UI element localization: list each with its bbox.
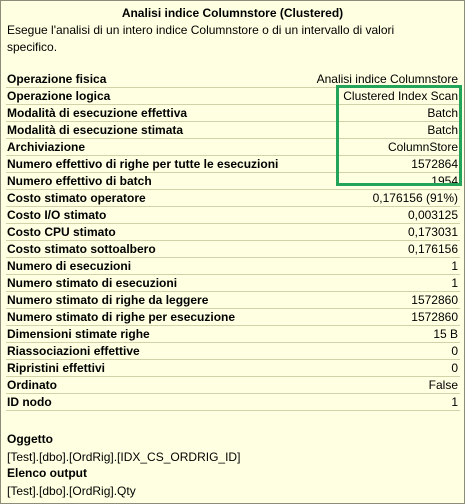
property-row-estimated-rows-to-read: [6, 292, 460, 309]
output-heading: Elenco output: [7, 466, 87, 480]
property-row-actual-rewinds: [6, 360, 460, 377]
property-label: Ripristini effettivi: [7, 361, 106, 375]
property-value: 1572864: [411, 157, 458, 171]
property-row-actual-rows: [6, 156, 460, 173]
property-value: 15 B: [433, 327, 458, 341]
property-label: Modalità di esecuzione effettiva: [7, 106, 188, 120]
output-section: [7, 466, 136, 498]
property-row-ordered: [6, 377, 460, 394]
property-label: Modalità di esecuzione stimata: [7, 123, 184, 137]
property-value: 0,173031: [407, 225, 458, 239]
property-row-estimated-cpu-cost: [6, 224, 460, 241]
property-label: Operazione fisica: [7, 72, 107, 86]
object-section: [7, 432, 240, 464]
property-value: 1572860: [411, 310, 458, 324]
property-value: 0,176156 (91%): [372, 191, 458, 205]
property-value: Batch: [427, 123, 458, 137]
property-value: Clustered Index Scan: [343, 89, 458, 103]
property-value: 0: [451, 344, 458, 358]
tooltip-title: Analisi indice Columnstore (Clustered): [121, 6, 344, 20]
property-value: ColumnStore: [387, 140, 458, 154]
property-label: Numero effettivo di batch: [7, 174, 152, 188]
property-label: Numero stimato di righe per esecuzione: [7, 310, 236, 324]
property-row-estimated-io-cost: [6, 207, 460, 224]
property-label: Costo stimato sottoalbero: [7, 242, 156, 256]
property-value: 0,003125: [407, 208, 458, 222]
property-value: Analisi indice Columnstore: [316, 72, 458, 86]
property-value: Batch: [427, 106, 458, 120]
property-label: Numero di esecuzioni: [7, 259, 132, 273]
property-label: Costo stimato operatore: [7, 191, 146, 205]
property-value: False: [428, 378, 458, 392]
output-value: [Test].[dbo].[OrdRig].Qty: [7, 484, 136, 498]
property-label: Operazione logica: [7, 89, 111, 103]
property-row-node-id: [6, 394, 460, 411]
property-label: Costo I/O stimato: [7, 208, 107, 222]
property-row-estimated-subtree-cost: [6, 241, 460, 258]
tooltip-description: Esegue l'analisi di un intero indice Columnstore o di un intervallo di valori specifico.: [7, 23, 395, 54]
property-label: ID nodo: [7, 395, 52, 409]
property-label: Numero stimato di esecuzioni: [7, 276, 178, 290]
property-value: 1572860: [411, 293, 458, 307]
property-value: 1954: [431, 174, 458, 188]
object-value: [Test].[dbo].[OrdRig].[IDX_CS_ORDRIG_ID]: [7, 450, 241, 464]
property-row-estimated-executions: [6, 275, 460, 292]
property-row-estimated-row-size: [6, 326, 460, 343]
property-row-actual-batches: [6, 173, 460, 190]
property-row-actual-execution-mode: [6, 105, 460, 122]
property-value: 0,176156: [407, 242, 458, 256]
property-label: Archiviazione: [7, 140, 86, 154]
object-heading: Oggetto: [7, 432, 53, 446]
property-label: Riassociazioni effettive: [7, 344, 140, 358]
property-value: 1: [451, 395, 458, 409]
property-label: Ordinato: [7, 378, 57, 392]
property-label: Dimensioni stimate righe: [7, 327, 150, 341]
property-label: Costo CPU stimato: [7, 225, 116, 239]
property-list: [6, 71, 460, 411]
property-row-estimated-operator-cost: [6, 190, 460, 207]
property-row-physical-operation: [6, 71, 460, 88]
property-row-executions: [6, 258, 460, 275]
property-row-logical-operation: [6, 88, 460, 105]
property-row-estimated-execution-mode: [6, 122, 460, 139]
property-row-actual-rebinds: [6, 343, 460, 360]
property-row-estimated-rows-per-execution: [6, 309, 460, 326]
property-value: 0: [451, 361, 458, 375]
property-row-storage: [6, 139, 460, 156]
property-label: Numero stimato di righe da leggere: [7, 293, 209, 307]
property-label: Numero effettivo di righe per tutte le esecuzioni: [7, 157, 279, 171]
property-value: 1: [451, 259, 458, 273]
property-value: 1: [451, 276, 458, 290]
